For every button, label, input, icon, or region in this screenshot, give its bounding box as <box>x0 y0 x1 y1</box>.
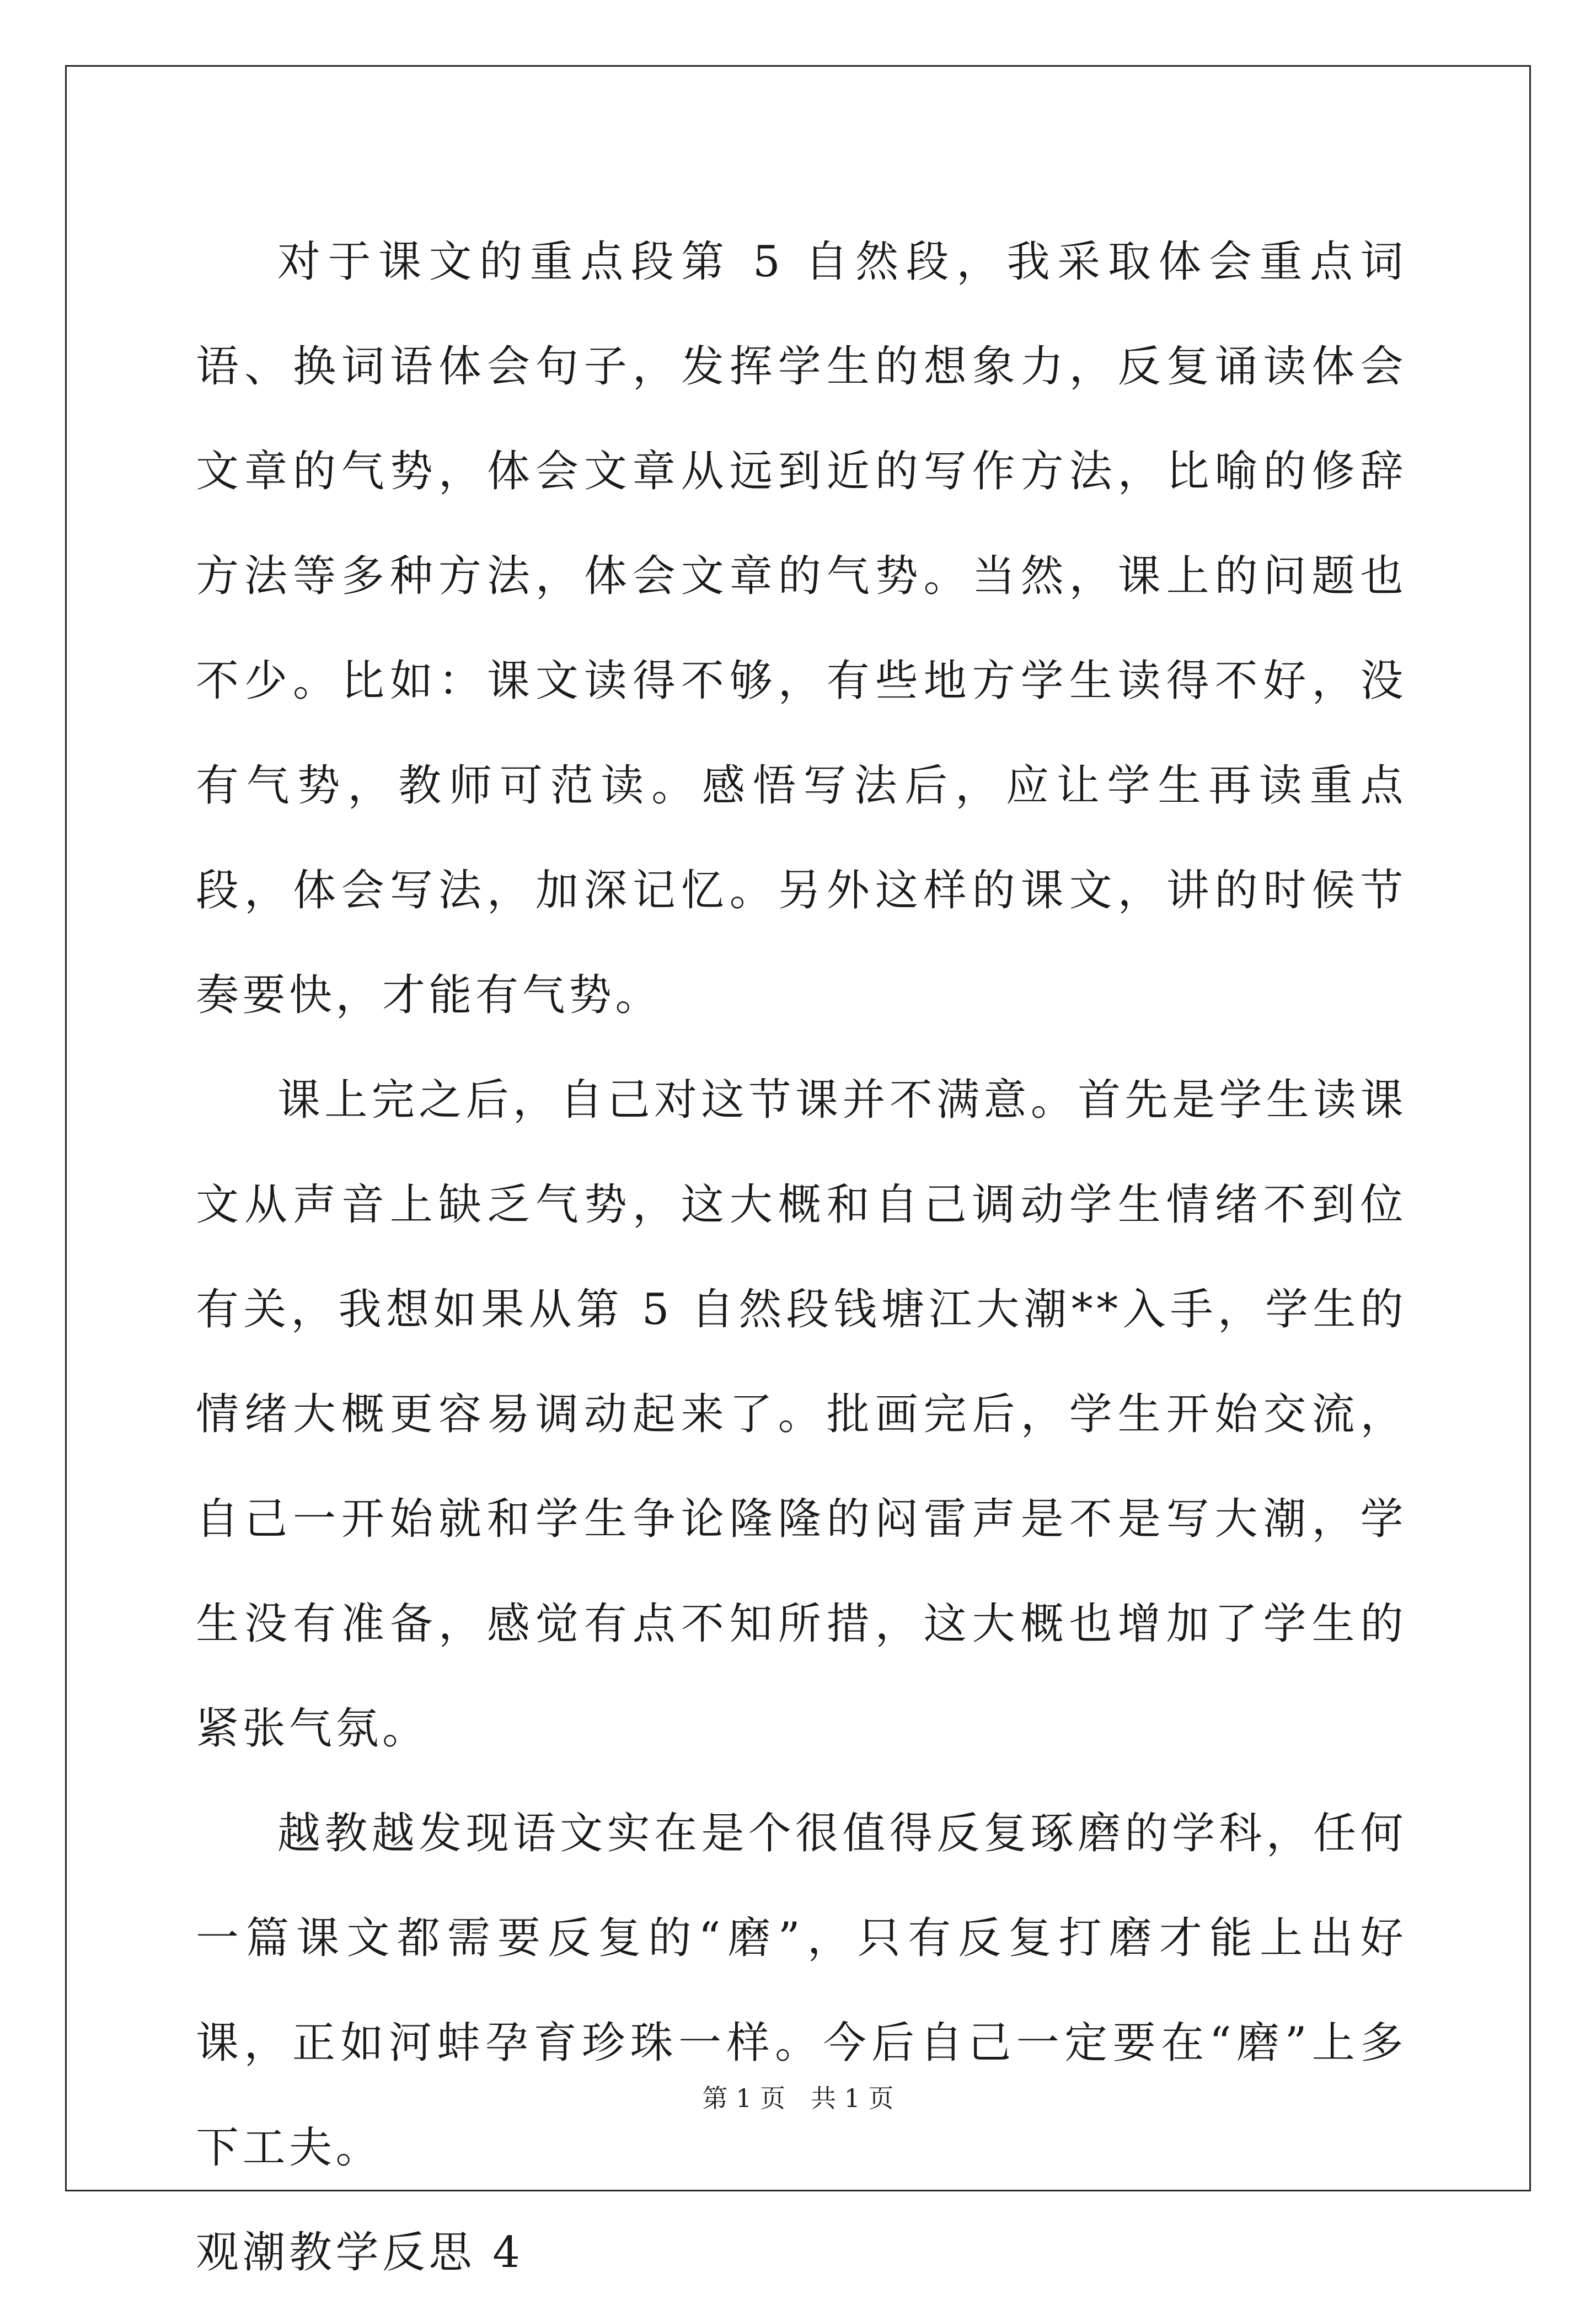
paragraph-3: 越教越发现语文实在是个很值得反复琢磨的学科，任何一篇课文都需要反复的“磨”，只有反复打磨才能上出好课，正如河蚌孕育珍珠一样。今后自己一定要在“磨”上多下工夫。 <box>196 1809 1407 2173</box>
page-footer <box>0 2082 1596 2115</box>
page-total: 共 1 页 <box>811 2083 894 2113</box>
section-heading: 观潮教学反思 4 <box>196 2228 524 2277</box>
paragraph-2: 课上完之后，自己对这节课并不满意。首先是学生读课文从声音上缺乏气势，这大概和自己调动学生情绪不到位有关，我想如果从第 5 自然段钱塘江大潮**入手，学生的情绪大概更容易调动起来了。批画完后，学生开始交流，自己一开始就和学生争论隆隆的闷雷声是不是写大潮，学生没有准备，感觉有点不知所措，这大概也增加了学生的紧张气氛。 <box>196 1075 1407 1754</box>
paragraph-1: 对于课文的重点段第 5 自然段，我采取体会重点词语、换词语体会句子，发挥学生的想象力，反复诵读体会文章的气势，体会文章从远到近的写作方法，比喻的修辞方法等多种方法，体会文章的气势。当然，课上的问题也不少。比如：课文读得不够，有些地方学生读得不好，没有气势，教师可范读。感悟写法后，应让学生再读重点段，体会写法，加深记忆。另外这样的课文，讲的时候节奏要快，才能有气势。 <box>196 237 1407 1020</box>
page-number: 第 1 页 <box>702 2083 785 2113</box>
document-body <box>196 210 1407 2305</box>
